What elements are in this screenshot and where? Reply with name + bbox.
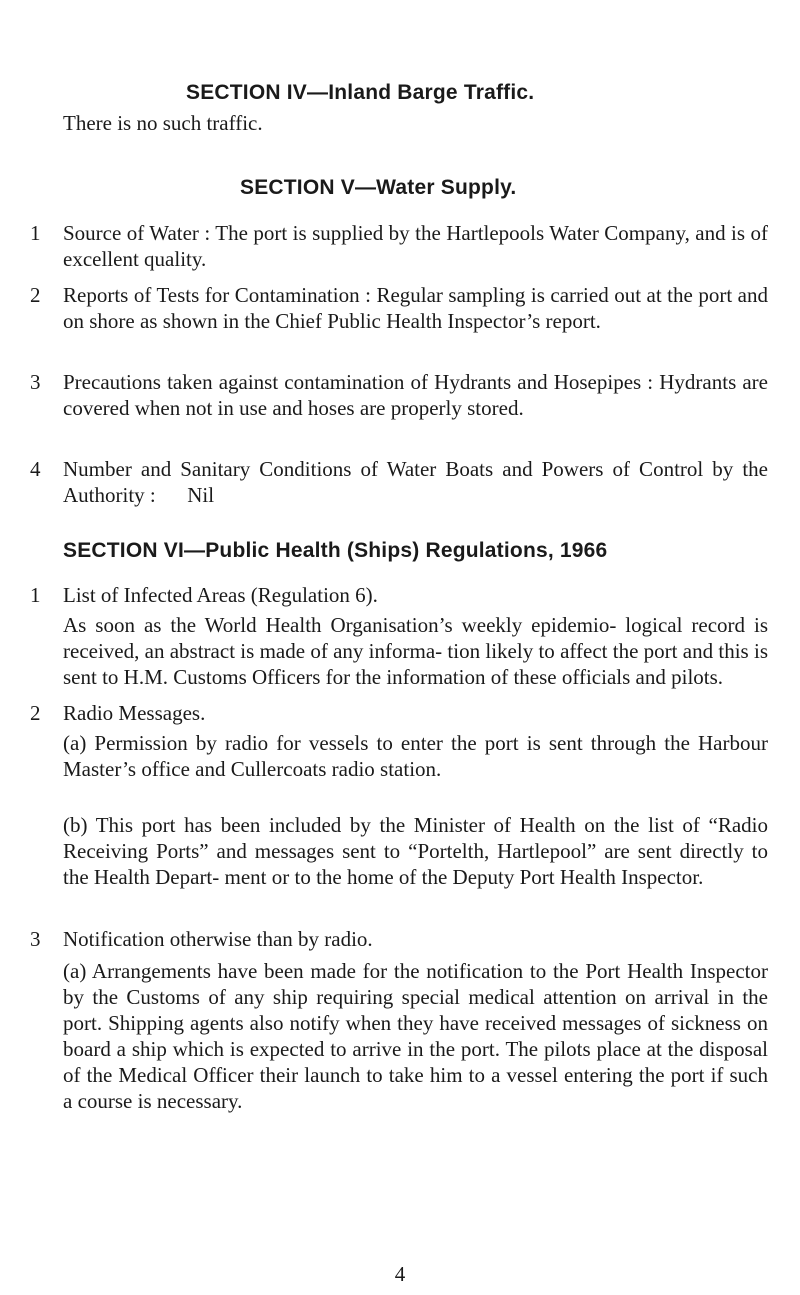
water-boats-paragraph: Number and Sanitary Conditions of Water Boats and Powers of Control by the Authority : Nil — [63, 457, 773, 507]
radio-messages-a-paragraph: (a) Permission by radio for vessels to enter the port is sent through the Harbour Master’s office and Cullercoats radio station. — [63, 731, 768, 781]
item-number: 1 — [30, 583, 41, 607]
section-vi-heading: SECTION VI—Public Health (Ships) Regulations, 1966 — [63, 539, 608, 562]
page-number: 4 — [394, 1262, 406, 1286]
water-source-paragraph: Source of Water : The port is supplied by the Hartlepools Water Company, and is of excellent quality. — [63, 221, 768, 271]
item-number: 3 — [30, 927, 41, 951]
hydrant-precautions-paragraph: Precautions taken against contamination of Hydrants and Hosepipes : Hydrants are covered when not in use and hoses are properly stored. — [63, 370, 768, 420]
item-number: 2 — [30, 701, 41, 725]
radio-messages-title: Radio Messages. — [63, 701, 206, 725]
section-v-heading: SECTION V—Water Supply. — [240, 176, 517, 199]
item-number: 3 — [30, 370, 41, 394]
notification-title: Notification otherwise than by radio. — [63, 927, 373, 951]
section-iv-heading: SECTION IV—Inland Barge Traffic. — [186, 81, 535, 104]
infected-areas-title: List of Infected Areas (Regulation 6). — [63, 583, 378, 607]
infected-areas-paragraph: As soon as the World Health Organisation’s weekly epidemio- logical record is received, an abstract is made of any informa- tion likely to affect the port and this is sent to H.M. Customs Officers for the information of these officials and pilots. — [63, 613, 768, 689]
item-number: 4 — [30, 457, 41, 481]
radio-messages-b-paragraph: (b) This port has been included by the Minister of Health on the list of “Radio Receiving Ports” and messages sent to “Portelth, Hartlepool” are sent directly to the Health Depart- ment or to the home of the Deputy Port Health Inspector. — [63, 813, 768, 889]
notification-a-paragraph: (a) Arrangements have been made for the notification to the Port Health Inspector by the Customs of any ship requiring special medical attention on arrival in the port. Shipping agents also notify when they have received messages of sickness on board a ship which is expected to arrive in the port. The pilots place at the disposal of the Medical Officer their launch to take him to a vessel entering the port if such a course is necessary. — [63, 959, 768, 1113]
item-number: 2 — [30, 283, 41, 307]
section-iv-text: There is no such traffic. — [63, 111, 263, 135]
contamination-tests-paragraph: Reports of Tests for Contamination : Regular sampling is carried out at the port and on shore as shown in the Chief Public Health Inspector’s report. — [63, 283, 768, 333]
item-number: 1 — [30, 221, 41, 245]
